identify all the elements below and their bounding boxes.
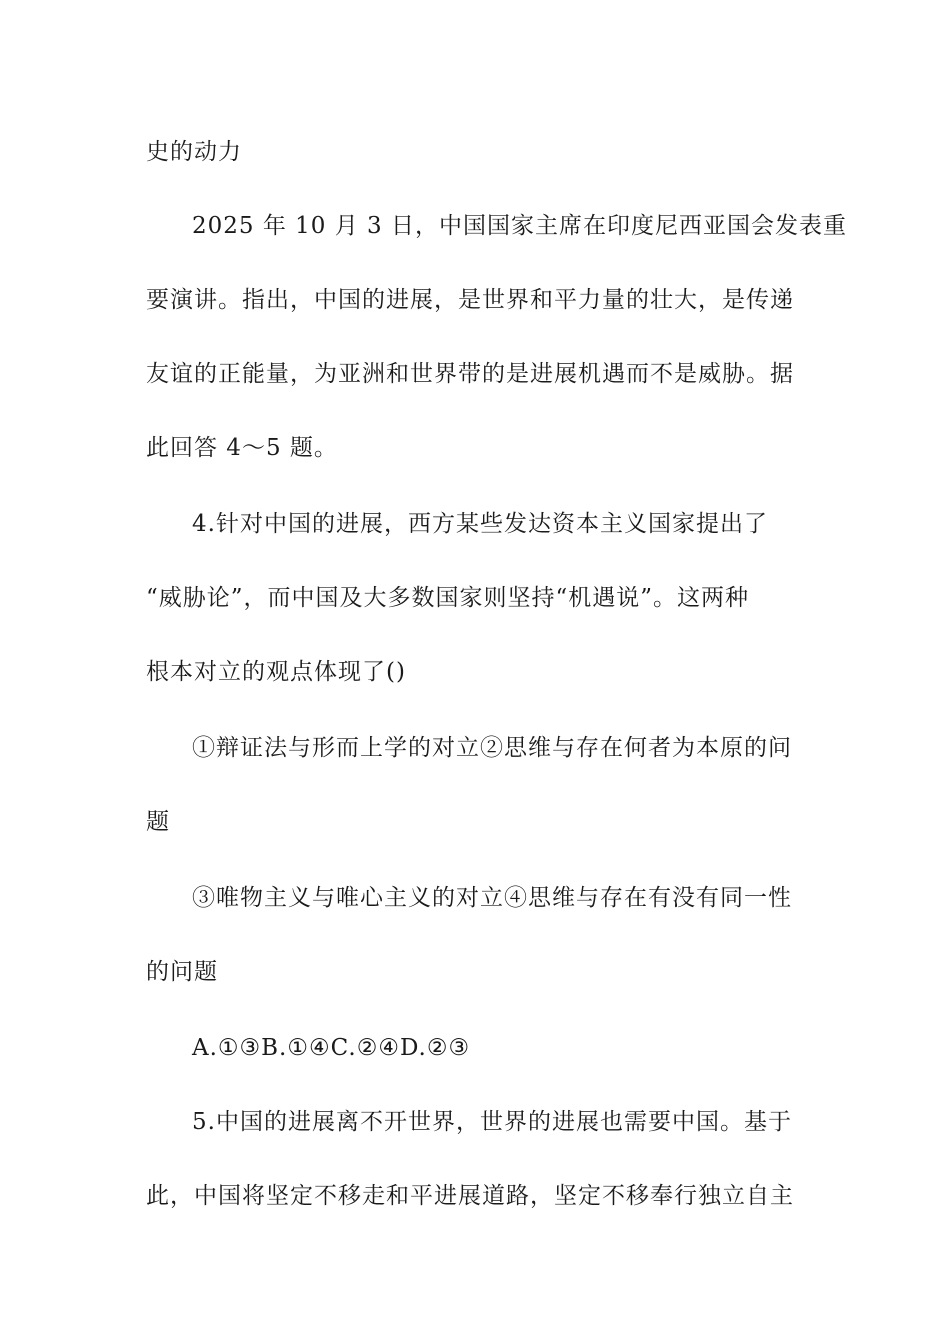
text-line-intro-2: 要演讲。指出，中国的进展，是世界和平力量的壮大，是传递 [146,287,794,313]
question-4-option-line-3: ③唯物主义与唯心主义的对立④思维与存在有没有同一性 [192,885,792,911]
text-line-intro-1: 2025 年 10 月 3 日，中国国家主席在印度尼西亚国会发表重 [192,213,847,239]
question-4-option-line-4: 的问题 [146,959,218,985]
question-4-line-3: 根本对立的观点体现了() [146,659,406,685]
text-line-continuation: 史的动力 [146,139,242,165]
question-4-line-1: 4.针对中国的进展，西方某些发达资本主义国家提出了 [192,511,768,537]
question-5-line-2: 此，中国将坚定不移走和平进展道路，坚定不移奉行独立自主 [146,1183,794,1209]
question-4-line-2: “威胁论”，而中国及大多数国家则坚持“机遇说”。这两种 [146,585,750,611]
question-5-line-1: 5.中国的进展离不开世界，世界的进展也需要中国。基于 [192,1109,792,1135]
text-line-intro-4: 此回答 4～5 题。 [146,435,338,461]
question-4-option-line-1: ①辩证法与形而上学的对立②思维与存在何者为本原的问 [192,735,792,761]
text-line-intro-3: 友谊的正能量，为亚洲和世界带的是进展机遇而不是威胁。据 [146,361,794,387]
question-4-option-line-2: 题 [146,809,170,835]
question-4-answers: A.①③B.①④C.②④D.②③ [192,1035,471,1061]
